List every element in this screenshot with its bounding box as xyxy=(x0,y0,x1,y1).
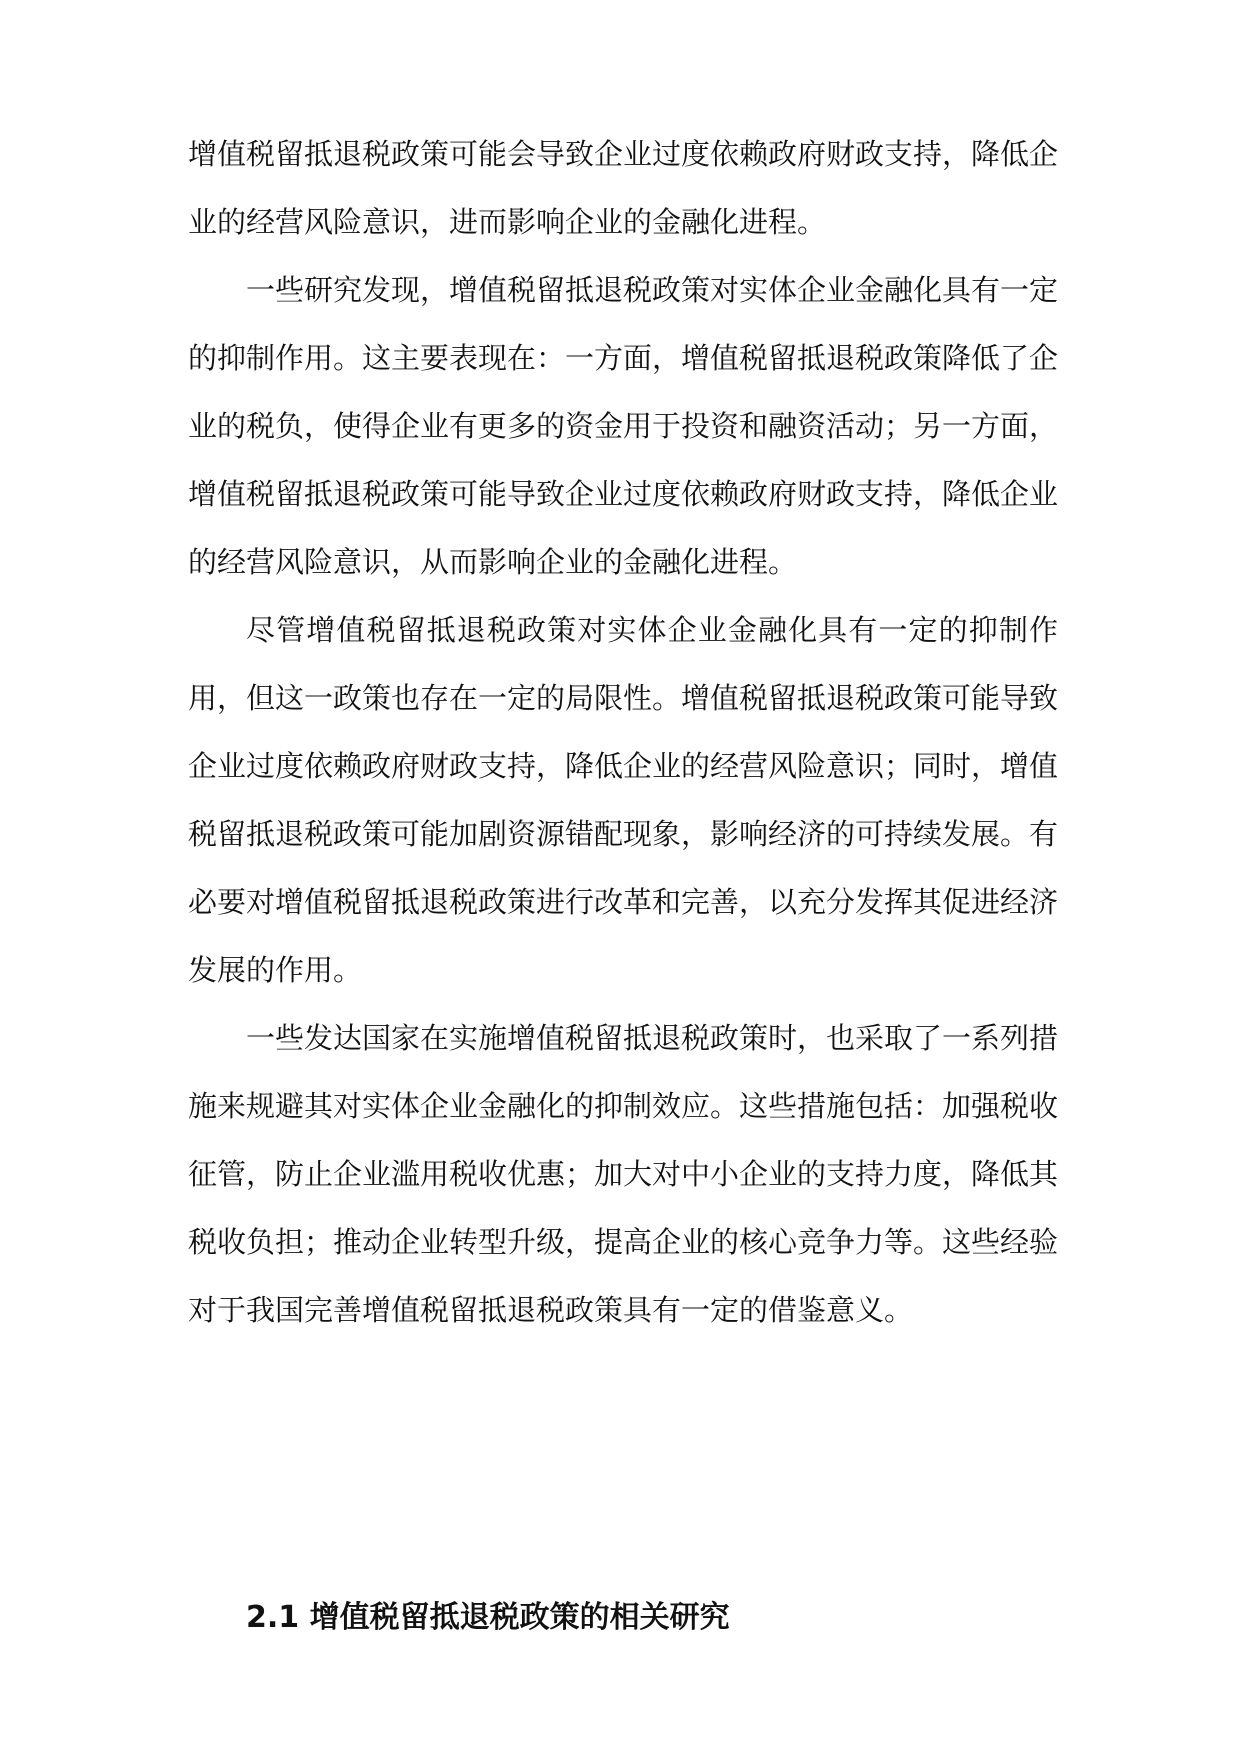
paragraph-line: 增值税留抵退税政策可能会导致企业过度依赖政府财政支持，降低企 xyxy=(188,137,1059,171)
paragraph-line: 尽管增值税留抵退税政策对实体企业金融化具有一定的抑制作 xyxy=(246,613,1058,647)
paragraph-line: 业的经营风险意识，进而影响企业的金融化进程。 xyxy=(188,205,827,239)
section-heading: 2.1 增值税留抵退税政策的相关研究 xyxy=(246,1600,730,1635)
paragraph-line: 税收负担；推动企业转型升级，提高企业的核心竞争力等。这些经验 xyxy=(188,1225,1059,1259)
paragraph-line: 的经营风险意识，从而影响企业的金融化进程。 xyxy=(188,545,798,579)
paragraph-line: 业的税负，使得企业有更多的资金用于投资和融资活动；另一方面， xyxy=(188,409,1059,443)
paragraph-line: 一些研究发现，增值税留抵退税政策对实体企业金融化具有一定 xyxy=(246,273,1059,307)
paragraph-line: 的抑制作用。这主要表现在：一方面，增值税留抵退税政策降低了企 xyxy=(188,341,1059,375)
paragraph-line: 必要对增值税留抵退税政策进行改革和完善，以充分发挥其促进经济 xyxy=(188,885,1059,919)
paragraph-line: 施来规避其对实体企业金融化的抑制效应。这些措施包括：加强税收 xyxy=(188,1089,1059,1123)
paragraph-line: 对于我国完善增值税留抵退税政策具有一定的借鉴意义。 xyxy=(188,1293,914,1327)
paragraph-line: 征管，防止企业滥用税收优惠；加大对中小企业的支持力度，降低其 xyxy=(188,1157,1059,1191)
paragraph-line: 企业过度依赖政府财政支持，降低企业的经营风险意识；同时，增值 xyxy=(188,749,1059,783)
paragraph-line: 增值税留抵退税政策可能导致企业过度依赖政府财政支持，降低企业 xyxy=(188,477,1059,511)
paragraph-line: 发展的作用。 xyxy=(188,953,363,987)
paragraph-line: 税留抵退税政策可能加剧资源错配现象，影响经济的可持续发展。有 xyxy=(188,817,1059,851)
paragraph-line: 一些发达国家在实施增值税留抵退税政策时，也采取了一系列措 xyxy=(246,1021,1059,1055)
paragraph-line: 用，但这一政策也存在一定的局限性。增值税留抵退税政策可能导致 xyxy=(188,681,1059,715)
